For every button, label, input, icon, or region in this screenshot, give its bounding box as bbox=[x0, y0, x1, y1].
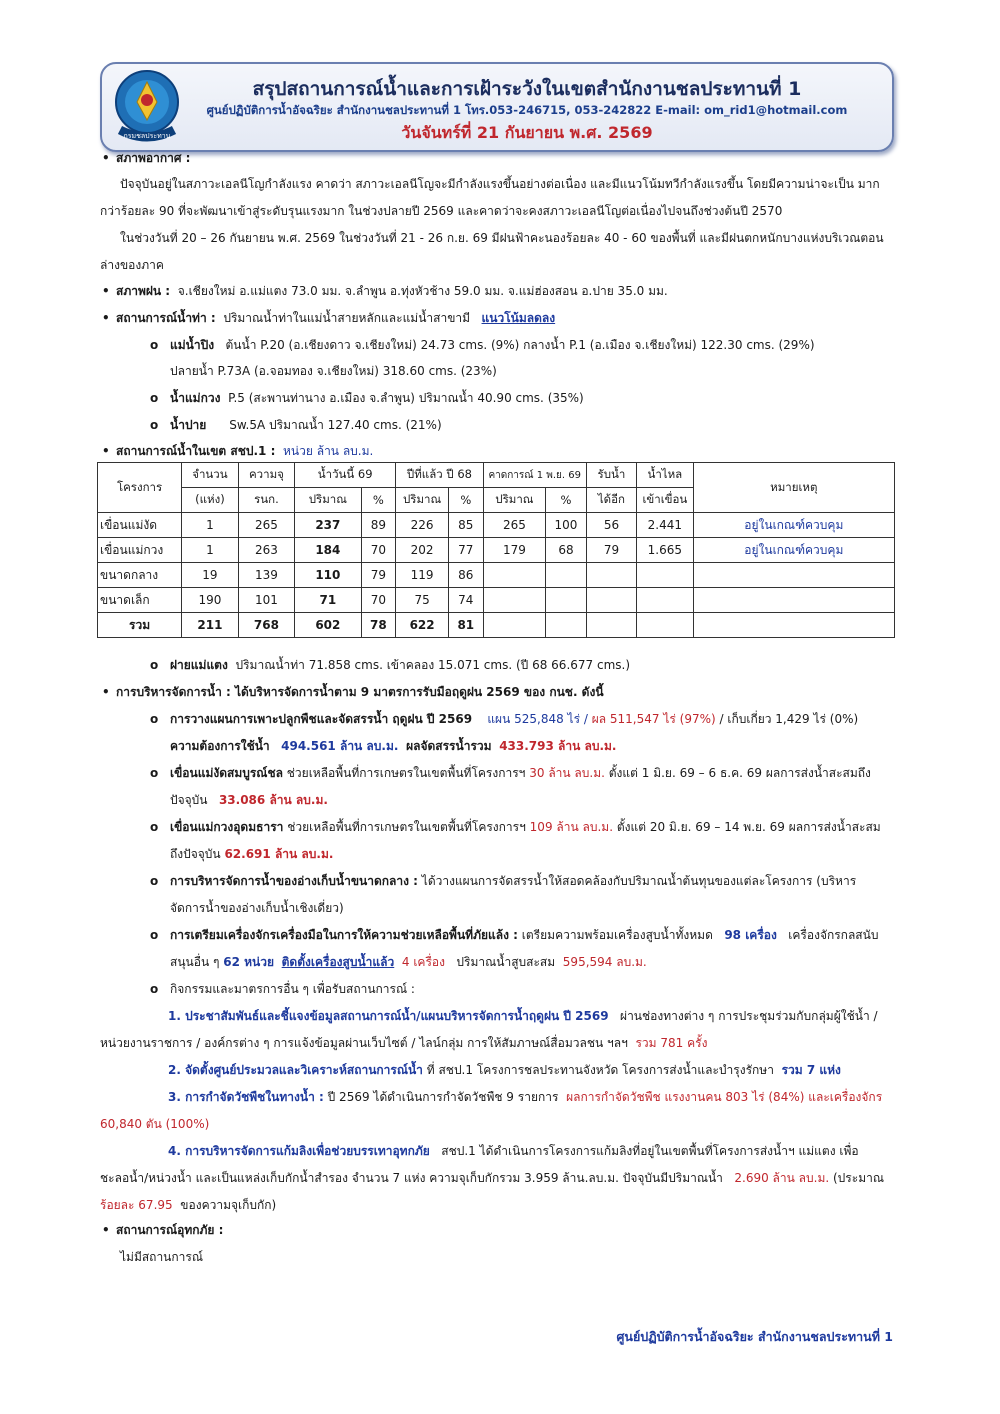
header-contact: ศูนย์ปฏิบัติการน้ำอัจฉริยะ สำนักงานชลประทานที่ 1 โทร.053-246715, 053-242822 E-mail: om_rid1@hotmail.com bbox=[206, 103, 848, 117]
table-row: เขื่อนแม่งัด 1 265 237 89 226 85 265 100 56 2.441 อยู่ในเกณฑ์ควบคุม bbox=[98, 513, 895, 538]
reservoir-table: โครงการ จำนวน ความจุ น้ำวันนี้ 69 ปีที่แล้ว ปี 68 คาดการณ์ 1 พ.ย. 69 รับน้ำ น้ำไหล หมายเหตุ (แห่ง) รนก. ปริมาณ % ปริมาณ % ปริมาณ % ได้อีก เข้าเขื่อน เขื่อนแม่งัด 1 265 237 89 226 85 265 100 56 2.441 อยู่ในเกณฑ์ควบคุม เขื่อนแม่กวง 1 263 184 70 202 77 179 68 79 1.665 อยู่ในเกณฑ์ควบคุม ขนาดกลาง 19 139 110 79 119 86 ขนาดเล็ก 190 101 71 70 75 74 รวม 211 768 602 78 622 81 bbox=[97, 462, 895, 638]
activity-3-line-2: 60,840 ตัน (100%) bbox=[100, 1117, 210, 1131]
machine-line-2: สนุนอื่น ๆ 62 หน่วย ติดตั้งเครื่องสูบน้ำแล้ว 4 เครื่อง ปริมาณน้ำสูบสะสม 595,594 ลบ.ม. bbox=[170, 955, 647, 969]
rain-line: • สภาพฝน : จ.เชียงใหม่ อ.แม่แตง 73.0 มม. จ.ลำพูน อ.ทุ่งหัวช้าง 59.0 มม. จ.แม่ฮ่องสอน อ.ปาย 35.0 มม. bbox=[102, 284, 668, 298]
col-usable: รับน้ำ bbox=[586, 463, 636, 488]
ping-river-line-2: ปลายน้ำ P.73A (อ.จอมทอง จ.เชียงใหม่) 318.60 cms. (23%) bbox=[170, 364, 497, 378]
medium-reservoir-line-2: จัดการน้ำของอ่างเก็บน้ำเชิงเดี่ยว) bbox=[170, 901, 344, 915]
machine-line-1: o การเตรียมเครื่องจักรเครื่องมือในการให้ความช่วยเหลือพื้นที่ภัยแล้ง : เตรียมความพร้อมเครื่องสูบน้ำทั้งหมด 98 เครื่อง เครื่องจักรกลสนับ bbox=[150, 928, 879, 942]
pai-river-line: o น้ำปาย Sw.5A ปริมาณน้ำ 127.40 cms. (21%) bbox=[150, 418, 442, 432]
col-capacity: ความจุ bbox=[238, 463, 294, 488]
table-row: เขื่อนแม่กวง 1 263 184 70 202 77 179 68 79 1.665 อยู่ในเกณฑ์ควบคุม bbox=[98, 538, 895, 563]
medium-reservoir-line-1: o การบริหารจัดการน้ำของอ่างเก็บน้ำขนาดกลาง : ได้วางแผนการจัดสรรน้ำให้สอดคล้องกับปริมาณน้ำต้นทุนของแต่ละโครงการ (บริหาร bbox=[150, 874, 857, 888]
col-count: จำนวน bbox=[182, 463, 239, 488]
ping-river-line-1: o แม่น้ำปิง ต้นน้ำ P.20 (อ.เชียงดาว จ.เชียงใหม่) 24.73 cms. (9%) กลางน้ำ P.1 (อ.เมือง จ.เชียงใหม่) 122.30 cms. (29%) bbox=[150, 338, 815, 352]
table-row: ขนาดกลาง 19 139 110 79 119 86 bbox=[98, 563, 895, 588]
weir-line: o ฝายแม่แตง ปริมาณน้ำท่า 71.858 cms. เข้าคลอง 15.071 cms. (ปี 68 66.677 cms.) bbox=[150, 658, 631, 672]
col-today: น้ำวันนี้ 69 bbox=[295, 463, 396, 488]
maekuang-line-1: o เขื่อนแม่กวงอุดมธารา ช่วยเหลือพื้นที่การเกษตรในเขตพื้นที่โครงการฯ 109 ล้าน ลบ.ม. ตั้งแต่ 20 มิ.ย. 69 – 14 พ.ย. 69 ผลการส่งน้ำสะสม bbox=[150, 820, 881, 834]
logo-text: กรมชลประทาน bbox=[123, 132, 171, 140]
flood-text: ไม่มีสถานการณ์ bbox=[120, 1250, 203, 1264]
activity-4-line-2: ชะลอน้ำ/หน่วงน้ำ และเป็นแหล่งเก็บกักน้ำสำรอง จำนวน 7 แห่ง ความจุเก็บกักรวม 3.959 ล้าน.ลบ.ม. ปัจจุบันมีปริมาณน้ำ 2.690 ล้าน ลบ.ม. (ประมาณ bbox=[100, 1171, 884, 1185]
reservoir-heading: • สถานการณ์น้ำในเขต สชป.1 : หน่วย ล้าน ลบ.ม. bbox=[102, 444, 374, 458]
demand-line: ความต้องการใช้น้ำ 494.561 ล้าน ลบ.ม. ผลจัดสรรน้ำรวม 433.793 ล้าน ลบ.ม. bbox=[170, 739, 617, 753]
report-header bbox=[100, 62, 894, 152]
weather-line-3: ในช่วงวันที่ 20 – 26 กันยายน พ.ศ. 2569 ในช่วงวันที่ 21 - 26 ก.ย. 69 มีฝนฟ้าคะนองร้อยละ 40 - 60 ของพื้นที่ และมีฝนตกหนักบางแห่งบริเวณตอน bbox=[120, 231, 884, 245]
activity-4-line-3: ร้อยละ 67.95 ของความจุเก็บกัก) bbox=[100, 1198, 277, 1212]
activity-2-line: 2. จัดตั้งศูนย์ประมวลและวิเคราะห์สถานการณ์น้ำ ที่ สชป.1 โครงการชลประทานจังหวัด โครงการส่งน้ำและบำรุงรักษา รวม 7 แห่ง bbox=[168, 1063, 841, 1077]
table-row: ขนาดเล็ก 190 101 71 70 75 74 bbox=[98, 588, 895, 613]
page-title: สรุปสถานการณ์น้ำและการเฝ้าระวังในเขตสำนักงานชลประทานที่ 1 bbox=[252, 78, 802, 100]
plan-line: o การวางแผนการเพาะปลูกพืชและจัดสรรน้ำ ฤดูฝน ปี 2569 แผน 525,848 ไร่ / ผล 511,547 ไร่ (97%) / เก็บเกี่ยว 1,429 ไร่ (0%) bbox=[150, 712, 859, 726]
maengat-line-2: ปัจจุบัน 33.086 ล้าน ลบ.ม. bbox=[170, 793, 328, 807]
footer-center-name: ศูนย์ปฏิบัติการน้ำอัจฉริยะ สำนักงานชลประทานที่ 1 bbox=[616, 1329, 893, 1344]
activity-1-line-2: หน่วยงานราชการ / องค์กรต่าง ๆ การแจ้งข้อมูลผ่านเว็บไซต์ / ไลน์กลุ่ม การให้สัมภาษณ์สื่อมวลชน ฯลฯ รวม 781 ครั้ง bbox=[100, 1036, 708, 1050]
management-heading: • การบริหารจัดการน้ำ : ได้บริหารจัดการน้ำตาม 9 มาตรการรับมือฤดูฝน 2569 ของ กนช. ดังนี้ bbox=[102, 685, 604, 699]
col-forecast: คาดการณ์ 1 พ.ย. 69 bbox=[483, 463, 586, 488]
activity-3-line-1: 3. การกำจัดวัชพืชในทางน้ำ : ปี 2569 ได้ดำเนินการกำจัดวัชพืช 9 รายการ ผลการกำจัดวัชพืช แรงงานคน 803 ไร่ (84%) และเครื่องจักร bbox=[168, 1090, 883, 1104]
activity-1-line-1: 1. ประชาสัมพันธ์และชี้แจงข้อมูลสถานการณ์น้ำ/แผนบริหารจัดการน้ำฤดูฝน ปี 2569 ผ่านช่องทางต่าง ๆ การประชุมร่วมกับกลุ่มผู้ใช้น้ำ / bbox=[168, 1009, 878, 1023]
col-lastyear: ปีที่แล้ว ปี 68 bbox=[396, 463, 483, 488]
weather-line-1: ปัจจุบันอยู่ในสภาวะเอลนีโญกำลังแรง คาดว่า สภาวะเอลนีโญจะมีกำลังแรงขึ้นอย่างต่อเนื่อง และมีแนวโน้มทวีกำลังแรงขึ้น โดยมีความน่าจะเป็น มาก bbox=[120, 177, 880, 191]
kuang-river-line: o น้ำแม่กวง P.5 (สะพานท่านาง อ.เมือง จ.ลำพูน) ปริมาณน้ำ 40.90 cms. (35%) bbox=[150, 391, 584, 405]
maengat-line-1: o เขื่อนแม่งัดสมบูรณ์ชล ช่วยเหลือพื้นที่การเกษตรในเขตพื้นที่โครงการฯ 30 ล้าน ลบ.ม. ตั้งแต่ 1 มิ.ย. 69 – 6 ธ.ค. 69 ผลการส่งน้ำสะสมถึง bbox=[150, 766, 871, 780]
col-project: โครงการ bbox=[98, 463, 182, 513]
col-remark: หมายเหตุ bbox=[693, 463, 894, 513]
weather-heading: • สภาพอากาศ : bbox=[102, 151, 191, 165]
other-activities-line: o กิจกรรมและมาตรการอื่น ๆ เพื่อรับสถานการณ์ : bbox=[150, 982, 415, 996]
weather-line-4: ล่างของภาค bbox=[100, 258, 164, 272]
col-inflow: น้ำไหล bbox=[637, 463, 694, 488]
runoff-line: • สถานการณ์น้ำท่า : ปริมาณน้ำท่าในแม่น้ำสายหลักและแม่น้ำสาขามี แนวโน้มลดลง bbox=[102, 311, 556, 325]
flood-heading: • สถานการณ์อุทกภัย : bbox=[102, 1223, 224, 1237]
activity-4-line-1: 4. การบริหารจัดการแก้มลิงเพื่อช่วยบรรเทาอุทกภัย สชป.1 ได้ดำเนินการโครงการแก้มลิงที่อยู่ในเขตพื้นที่โครงการส่งน้ำฯ แม่แตง เพื่อ bbox=[168, 1144, 859, 1158]
table-total-row: รวม 211 768 602 78 622 81 bbox=[98, 613, 895, 638]
report-date: วันจันทร์ที่ 21 กันยายน พ.ศ. 2569 bbox=[401, 123, 653, 142]
maekuang-line-2: ถึงปัจจุบัน 62.691 ล้าน ลบ.ม. bbox=[170, 847, 334, 861]
runoff-trend: แนวโน้มลดลง bbox=[481, 311, 556, 325]
weather-line-2: กว่าร้อยละ 90 ที่จะพัฒนาเข้าสู่ระดับรุนแรงมาก ในช่วงปลายปี 2569 และคาดว่าจะคงสภาวะเอลนีโญต่อเนื่องไปจนถึงช่วงต้นปี 2570 bbox=[100, 204, 783, 218]
